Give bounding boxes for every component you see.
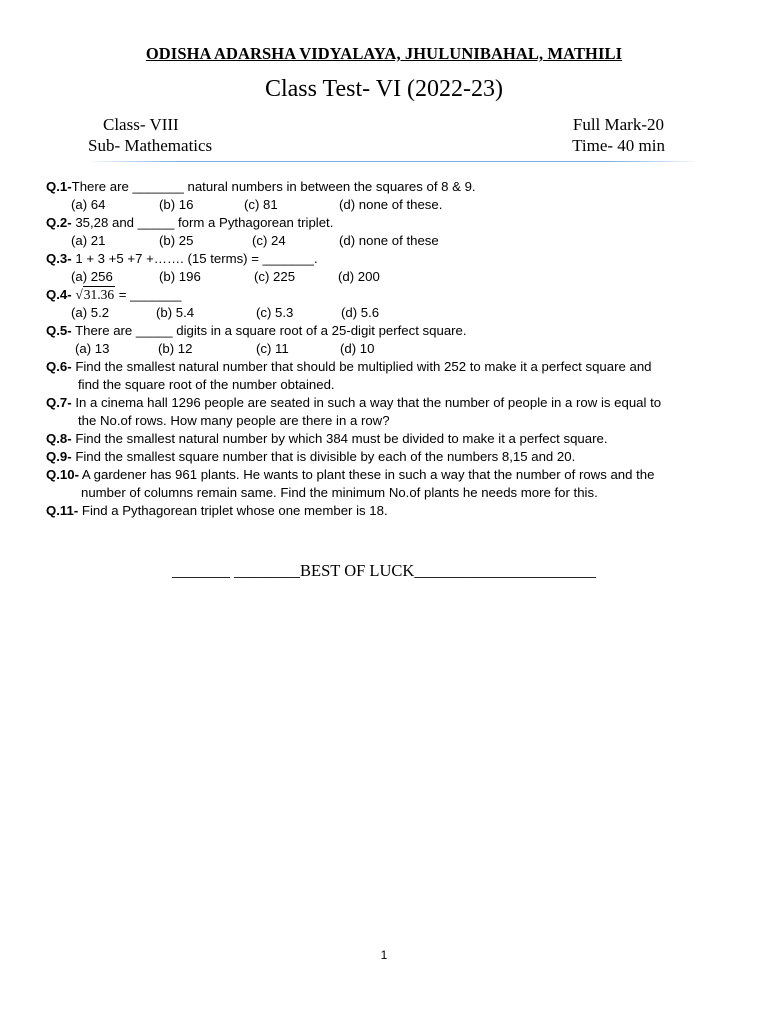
page-number: 1 [380, 948, 388, 962]
question-5 [46, 322, 726, 340]
question-10 [46, 466, 726, 484]
question-4 [46, 286, 726, 304]
question-text: 1 + 3 +5 +7 +……. (15 terms) = _______. [71, 251, 318, 266]
question-number: Q.9- [46, 449, 72, 464]
options-row [46, 304, 726, 322]
question-number: Q.10- [46, 467, 79, 482]
options-row [46, 340, 726, 358]
question-text: 35,28 and _____ form a Pythagorean triplet. [71, 215, 334, 230]
option-d: (d) none of these. [339, 197, 443, 212]
option-c: (c) 5.3 [256, 305, 294, 320]
option-b: (b) 16 [159, 197, 194, 212]
option-d: (d) none of these [339, 233, 439, 248]
best-of-luck-line: _______ ________BEST OF LUCK______________________ [172, 561, 596, 580]
options-row [46, 268, 726, 286]
radical-sign: √ [75, 287, 83, 302]
question-text: Find a Pythagorean triplet whose one member is 18. [78, 503, 388, 518]
question-3 [46, 250, 726, 268]
test-title: Class Test- VI (2022-23) [264, 76, 504, 102]
question-text: There are _______ natural numbers in between the squares of 8 & 9. [71, 179, 476, 194]
square-root-expression [75, 286, 115, 302]
question-6 [46, 358, 726, 376]
question-2 [46, 214, 726, 232]
question-11 [46, 502, 726, 520]
question-number: Q.5- [46, 323, 72, 338]
option-a: (a) 21 [71, 233, 106, 248]
full-mark-label: Full Mark-20 [572, 115, 664, 134]
option-c: (c) 11 [256, 341, 289, 356]
question-number: Q.1- [46, 179, 72, 194]
question-text: = _______ [115, 287, 182, 302]
option-b: (b) 196 [159, 269, 201, 284]
question-9 [46, 448, 726, 466]
question-text: Find the smallest square number that is divisible by each of the numbers 8,15 and 20. [71, 449, 576, 464]
question-text: In a cinema hall 1296 people are seated in such a way that the number of people in a row is equal to [71, 395, 662, 410]
question-number: Q.7- [46, 395, 72, 410]
question-number: Q.8- [46, 431, 72, 446]
question-8 [46, 430, 726, 448]
time-label: Time- 40 min [572, 136, 665, 155]
question-text: There are _____ digits in a square root of a 25-digit perfect square. [71, 323, 467, 338]
option-d: (d) 5.6 [341, 305, 380, 320]
school-name: ODISHA ADARSHA VIDYALAYA, JHULUNIBAHAL, MATHILI [145, 44, 623, 63]
question-number: Q.6- [46, 359, 72, 374]
option-b: (b) 25 [159, 233, 194, 248]
question-6-continued: find the square root of the number obtained. [78, 377, 335, 392]
question-text: A gardener has 961 plants. He wants to plant these in such a way that the number of rows and the [78, 467, 655, 482]
header-divider [92, 161, 695, 162]
question-10-continued: number of columns remain same. Find the minimum No.of plants he needs more for this. [81, 485, 598, 500]
options-row [46, 232, 726, 250]
option-d: (d) 10 [340, 341, 375, 356]
options-row [46, 196, 726, 214]
option-b: (b) 12 [158, 341, 193, 356]
option-c: (c) 24 [252, 233, 286, 248]
option-a: (a) 13 [75, 341, 110, 356]
option-c: (c) 81 [244, 197, 278, 212]
class-label: Class- VIII [103, 115, 179, 134]
option-c: (c) 225 [254, 269, 296, 284]
option-a: (a) 64 [71, 197, 106, 212]
question-number: Q.3- [46, 251, 72, 266]
question-number: Q.4- [46, 287, 72, 302]
question-number: Q.2- [46, 215, 72, 230]
question-number: Q.11- [46, 503, 79, 518]
option-d: (d) 200 [338, 269, 380, 284]
question-list [46, 178, 726, 520]
question-7 [46, 394, 726, 412]
subject-label: Sub- Mathematics [88, 136, 213, 155]
question-text: Find the smallest natural number by which 384 must be divided to make it a perfect square. [71, 431, 608, 446]
option-b: (b) 5.4 [156, 305, 195, 320]
radicand: 31.36 [83, 287, 115, 302]
question-7-continued: the No.of rows. How many people are there in a row? [78, 413, 390, 428]
option-a: (a) 5.2 [71, 305, 110, 320]
question-text: Find the smallest natural number that should be multiplied with 252 to make it a perfect square and [71, 359, 652, 374]
question-1 [46, 178, 726, 196]
option-a: (a) 256 [71, 269, 113, 284]
